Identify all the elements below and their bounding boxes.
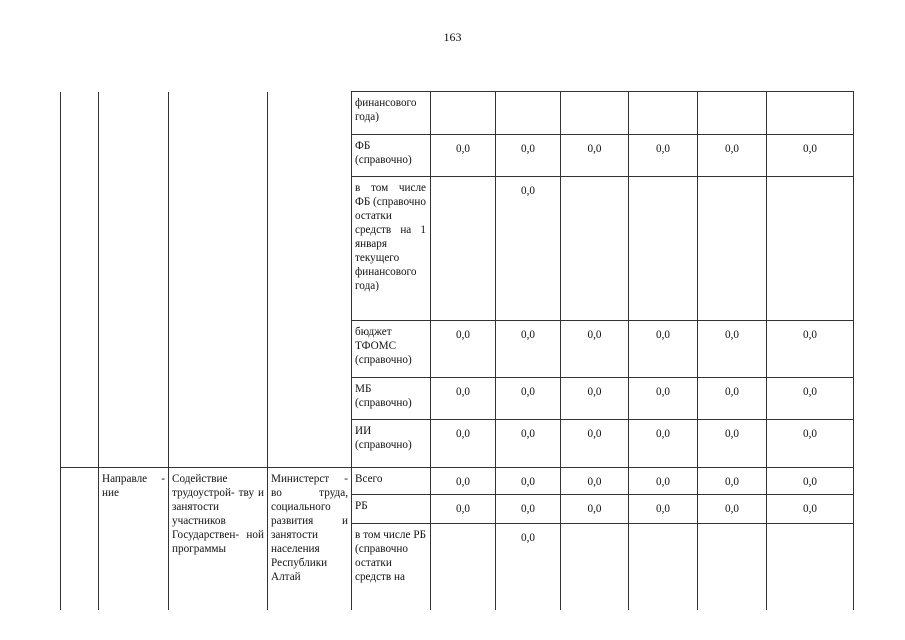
value-cell [561,524,629,610]
value-cell: 0,0 [431,135,496,177]
section-type-cell: Направле - ние [99,468,169,610]
value-cell [431,92,496,135]
value-cell: 0,0 [561,378,629,420]
value-cell: 0,0 [767,495,854,524]
value-cell: 0,0 [431,420,496,468]
name-cell [169,92,268,468]
value-cell: 0,0 [496,524,561,610]
value-cell [431,177,496,321]
value-cell: 0,0 [431,468,496,495]
value-cell: 0,0 [496,420,561,468]
value-cell: 0,0 [629,495,698,524]
source-cell: РБ [352,495,431,524]
section-name-cell: Содействие трудоустрой- тву и занятости участников Государствен- ной программы [169,468,268,610]
value-cell [698,524,767,610]
value-cell: 0,0 [767,378,854,420]
value-cell: 0,0 [767,420,854,468]
value-cell [496,92,561,135]
source-cell: ФБ (справочно) [352,135,431,177]
value-cell [698,92,767,135]
source-cell: бюджет ТФОМС (справочно) [352,321,431,378]
value-cell: 0,0 [431,495,496,524]
value-cell: 0,0 [496,135,561,177]
value-cell [767,177,854,321]
value-cell [767,92,854,135]
executor-cell [268,92,352,468]
value-cell: 0,0 [496,468,561,495]
value-cell: 0,0 [698,135,767,177]
value-cell: 0,0 [767,468,854,495]
value-cell: 0,0 [561,468,629,495]
source-cell: финансового года) [352,92,431,135]
value-cell: 0,0 [496,177,561,321]
number-cell [61,468,99,610]
value-cell: 0,0 [698,420,767,468]
value-cell: 0,0 [496,378,561,420]
type-cell [99,92,169,468]
value-cell: 0,0 [698,321,767,378]
page-number: 163 [443,30,462,44]
value-cell: 0,0 [698,378,767,420]
source-cell: МБ (справочно) [352,378,431,420]
value-cell [561,177,629,321]
source-cell: ИИ (справочно) [352,420,431,468]
value-cell [561,92,629,135]
value-cell: 0,0 [561,135,629,177]
value-cell: 0,0 [629,420,698,468]
value-cell [698,177,767,321]
value-cell [767,524,854,610]
value-cell [629,524,698,610]
source-cell: Всего [352,468,431,495]
table-row [61,468,854,495]
value-cell: 0,0 [698,495,767,524]
table-row [61,92,854,135]
value-cell [629,92,698,135]
value-cell: 0,0 [561,321,629,378]
budget-table [60,91,854,610]
source-cell: в том числе ФБ (справочно остатки средств на 1 января текущего финансового года) [352,177,431,321]
value-cell: 0,0 [561,495,629,524]
value-cell: 0,0 [629,321,698,378]
value-cell: 0,0 [561,420,629,468]
value-cell: 0,0 [767,321,854,378]
value-cell [431,524,496,610]
source-cell: в том числе РБ (справочно остатки средств на [352,524,431,610]
value-cell: 0,0 [629,468,698,495]
value-cell: 0,0 [698,468,767,495]
value-cell: 0,0 [496,495,561,524]
value-cell: 0,0 [629,378,698,420]
section-executor-cell: Министерст - во труда, социального развития и занятости населения Республики Алтай [268,468,352,610]
value-cell: 0,0 [767,135,854,177]
value-cell [629,177,698,321]
value-cell: 0,0 [431,378,496,420]
value-cell: 0,0 [496,321,561,378]
value-cell: 0,0 [629,135,698,177]
value-cell: 0,0 [431,321,496,378]
number-cell [61,92,99,468]
